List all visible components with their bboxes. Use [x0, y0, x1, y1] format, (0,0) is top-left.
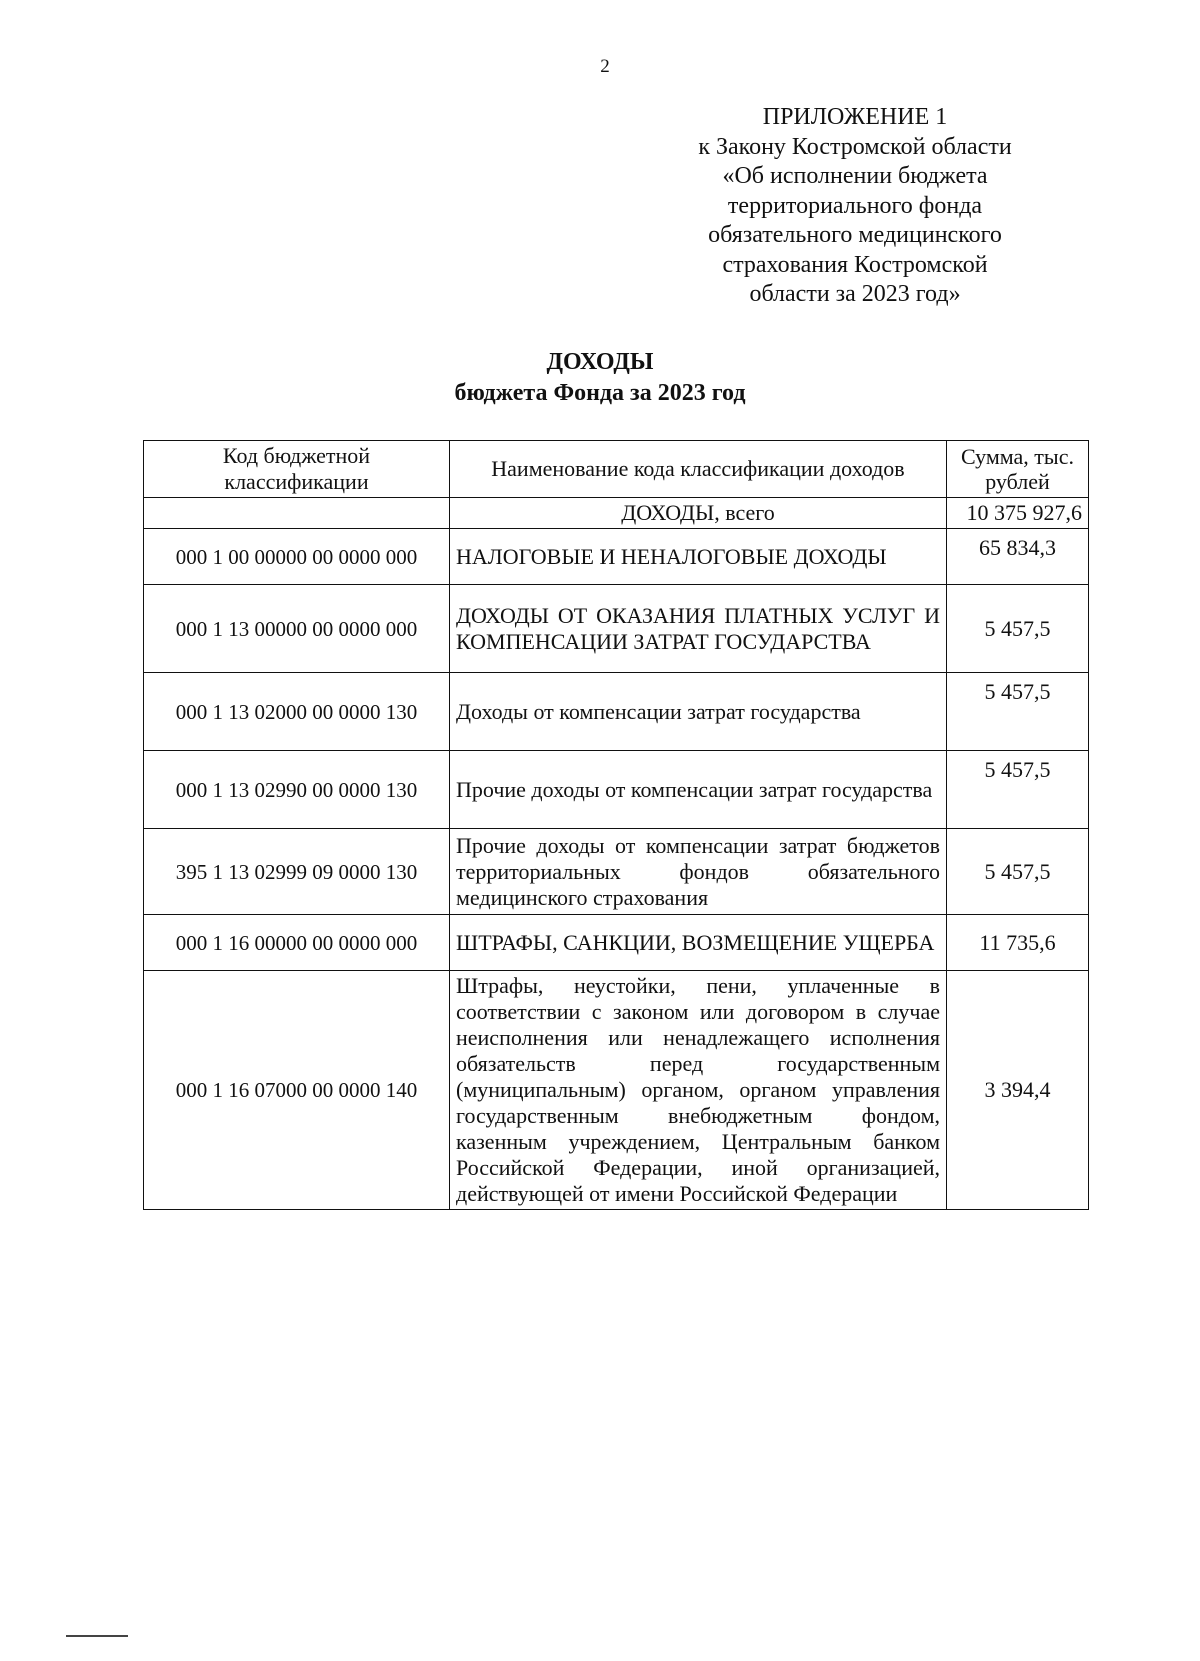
row-sum: 11 735,6: [947, 915, 1089, 971]
table-row: [144, 915, 1089, 971]
header-sum: Сумма, тыс. рублей: [947, 441, 1089, 498]
table-row: [144, 673, 1089, 751]
table-row: [144, 529, 1089, 585]
row-name: Прочие доходы от компенсации затрат бюджетов территориальных фондов обязательного медицинского страхования: [450, 829, 947, 915]
row-name: НАЛОГОВЫЕ И НЕНАЛОГОВЫЕ ДОХОДЫ: [450, 529, 947, 585]
footer-rule: [66, 1635, 128, 1637]
row-name: Штрафы, неустойки, пени, уплаченные в соответствии с законом или договором в случае неисполнения или ненадлежащего исполнения обязательств перед государственным (муниципальным) органом, органом управления государственным внебюджетным фондом, казенным учреждением, Центральным банком Российской Федерации, иной организацией, действующей от имени Российской Федерации: [450, 971, 947, 1210]
row-code: 000 1 16 07000 00 0000 140: [144, 971, 450, 1210]
row-name: ДОХОДЫ ОТ ОКАЗАНИЯ ПЛАТНЫХ УСЛУГ И КОМПЕНСАЦИИ ЗАТРАТ ГОСУДАРСТВА: [450, 585, 947, 673]
row-sum: 5 457,5: [947, 585, 1089, 673]
total-code-cell: [144, 498, 450, 529]
row-code: 395 1 13 02999 09 0000 130: [144, 829, 450, 915]
row-name: Доходы от компенсации затрат государства: [450, 673, 947, 751]
appendix-line: к Закону Костромской области: [698, 133, 1012, 160]
appendix-block: [655, 103, 1055, 310]
row-sum: 5 457,5: [947, 829, 1089, 915]
header-code: Код бюджетной классификации: [144, 441, 450, 498]
appendix-line: страхования Костромской: [722, 251, 988, 278]
row-name: Прочие доходы от компенсации затрат государства: [450, 751, 947, 829]
row-sum: 65 834,3: [947, 529, 1089, 585]
row-code: 000 1 13 00000 00 0000 000: [144, 585, 450, 673]
row-code: 000 1 13 02990 00 0000 130: [144, 751, 450, 829]
income-table: [143, 440, 1089, 1210]
row-sum: 3 394,4: [947, 971, 1089, 1210]
row-code: 000 1 00 00000 00 0000 000: [144, 529, 450, 585]
table-header-row: [144, 441, 1089, 498]
table-row: [144, 751, 1089, 829]
appendix-line: области за 2023 год»: [749, 281, 961, 307]
row-code: 000 1 16 00000 00 0000 000: [144, 915, 450, 971]
appendix-line: обязательного медицинского: [708, 222, 1002, 248]
appendix-line: «Об исполнении бюджета: [722, 163, 988, 189]
row-code: 000 1 13 02000 00 0000 130: [144, 673, 450, 751]
row-name: ШТРАФЫ, САНКЦИИ, ВОЗМЕЩЕНИЕ УЩЕРБА: [450, 915, 947, 971]
table-row: [144, 585, 1089, 673]
total-row: [144, 498, 1089, 529]
document-subtitle: бюджета Фонда за 2023 год: [454, 380, 746, 406]
row-sum: 5 457,5: [947, 673, 1089, 751]
appendix-line: территориального фонда: [727, 192, 983, 219]
total-label: ДОХОДЫ, всего: [450, 498, 947, 529]
page-number: 2: [600, 56, 610, 77]
document-title: ДОХОДЫ: [546, 349, 654, 375]
header-name: Наименование кода классификации доходов: [450, 441, 947, 498]
row-sum: 5 457,5: [947, 751, 1089, 829]
appendix-title: ПРИЛОЖЕНИЕ 1: [762, 104, 948, 130]
table-row: [144, 829, 1089, 915]
total-sum: 10 375 927,6: [947, 498, 1089, 529]
table-row: [144, 971, 1089, 1210]
